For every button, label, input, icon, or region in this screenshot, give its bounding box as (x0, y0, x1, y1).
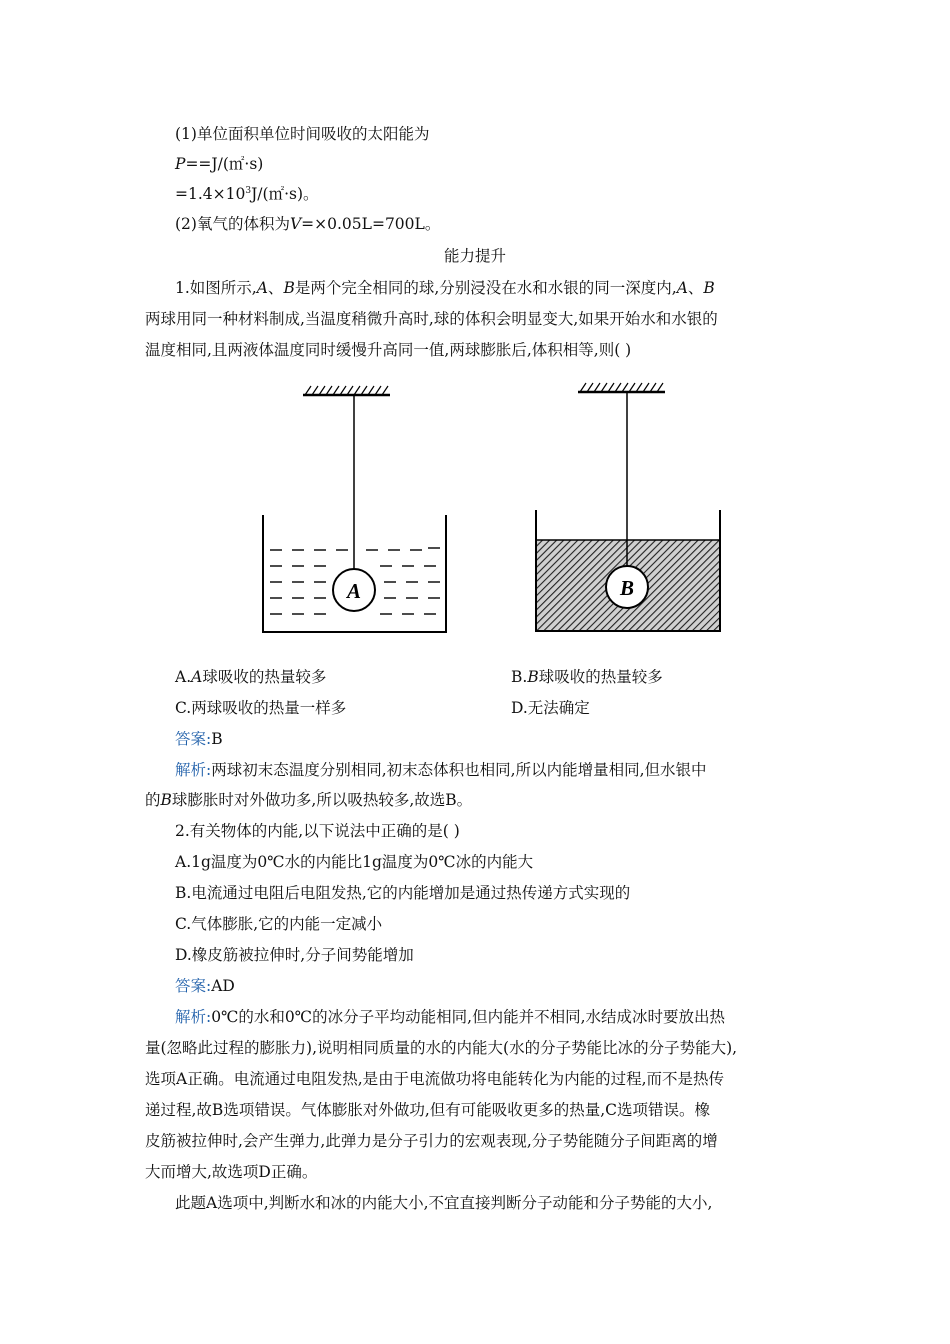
analysis-text: 两球初末态温度分别相同,初末态体积也相同,所以内能增量相同,但水银中 (211, 761, 707, 779)
ball-b-label: B (619, 576, 635, 600)
ceiling-hatch-right (580, 383, 663, 392)
q1-option-c: C.两球吸收的热量一样多 (175, 699, 347, 717)
q1-stem-line-2: 两球用同一种材料制成,当温度稍微升高时,球的体积会明显变大,如果开始水和水银的 (145, 310, 718, 328)
q1-stem-line-3: 温度相同,且两液体温度同时缓慢升高同一值,两球膨胀后,体积相等,则( ) (145, 341, 632, 359)
q2-analysis-line-3: 选项A正确。电流通过电阻发热,是由于电流做功将电能转化为内能的过程,而不是热传 (145, 1070, 725, 1088)
q2-option-c: C.气体膨胀,它的内能一定减小 (175, 915, 383, 933)
q1-text: 1.如图所示, (175, 279, 257, 297)
option-letter: B. (511, 668, 528, 686)
option-letter: A. (175, 668, 192, 686)
variable-a: A (676, 279, 688, 297)
variable-p: P (175, 155, 186, 173)
variable-b: B (160, 791, 172, 809)
variable-b: B (527, 668, 539, 686)
q1-analysis-line-1 (175, 760, 707, 780)
q1-option-b (511, 667, 663, 687)
ceiling-hatch-left (305, 386, 388, 395)
q2-stem: 2.有关物体的内能,以下说法中正确的是( ) (175, 822, 460, 840)
solution-text: ==J/(㎡·s) (185, 155, 264, 173)
answer-value: B (211, 730, 223, 748)
q1-text: 是两个完全相同的球,分别浸没在水和水银的同一深度内, (294, 279, 677, 297)
q2-analysis-line-2: 量(忽略此过程的膨胀力),说明相同质量的水的内能大(水的分子势能比冰的分子势能大), (145, 1039, 738, 1057)
q2-analysis-line-6: 大而增大,故选项D正确。 (145, 1163, 318, 1181)
answer-value: AD (211, 977, 235, 995)
variable-a: A (191, 668, 203, 686)
option-text: 球吸收的热量较多 (202, 668, 327, 686)
answer-label: 答案: (175, 730, 212, 748)
analysis-label: 解析: (175, 761, 212, 779)
q1-analysis-line-2 (145, 790, 472, 810)
variable-b: B (703, 279, 715, 297)
q1-options-row-2 (175, 698, 875, 718)
q2-analysis-line-4: 递过程,故B选项错误。气体膨胀对外做功,但有可能吸收更多的热量,C选项错误。橡 (145, 1101, 711, 1119)
section-title: 能力提升 (443, 247, 506, 265)
q1-option-a (175, 668, 326, 686)
solution-text: (1)单位面积单位时间吸收的太阳能为 (175, 125, 430, 143)
q2-analysis-line-1 (175, 1007, 725, 1027)
answer-label: 答案: (175, 977, 212, 995)
solution-text: =×0.05L=700L。 (301, 215, 441, 233)
q2-option-d: D.橡皮筋被拉伸时,分子间势能增加 (175, 946, 414, 964)
variable-a: A (256, 279, 268, 297)
variable-b: B (283, 279, 295, 297)
analysis-text: 球膨胀时对外做功多,所以吸热较多,故选B。 (171, 791, 473, 809)
q2-analysis-line-5: 皮筋被拉伸时,会产生弹力,此弹力是分子引力的宏观表现,分子势能随分子间距离的增 (145, 1132, 718, 1150)
ball-a-label: A (346, 579, 362, 603)
solution-text: (2)氧气的体积为 (175, 215, 290, 233)
q1-option-d: D.无法确定 (511, 699, 590, 717)
solution-text: J/(㎡·s)。 (251, 185, 319, 203)
q1-options-row-1 (175, 667, 875, 687)
mercury-container (536, 383, 720, 631)
analysis-text: 0℃的水和0℃的冰分子平均动能相同,但内能并不相同,水结成冰时要放出热 (211, 1008, 725, 1026)
analysis-label: 解析: (175, 1008, 212, 1026)
exponent: 3 (245, 186, 252, 196)
q1-answer (175, 729, 223, 749)
q2-option-b: B.电流通过电阻后电阻发热,它的内能增加是通过热传递方式实现的 (175, 884, 631, 902)
option-text: 球吸收的热量较多 (538, 668, 663, 686)
analysis-text: 的 (145, 791, 161, 809)
q2-note: 此题A选项中,判断水和冰的内能大小,不宜直接判断分子动能和分子势能的大小, (175, 1194, 713, 1212)
water-container (263, 386, 446, 632)
q2-option-a: A.1g温度为0℃水的内能比1g温度为0℃冰的内能大 (175, 853, 534, 871)
solution-text: =1.4×10 (175, 185, 246, 203)
q1-text: 、 (687, 279, 704, 297)
q1-text: 、 (267, 279, 284, 297)
q2-answer (175, 976, 235, 996)
variable-v: V (289, 215, 302, 233)
